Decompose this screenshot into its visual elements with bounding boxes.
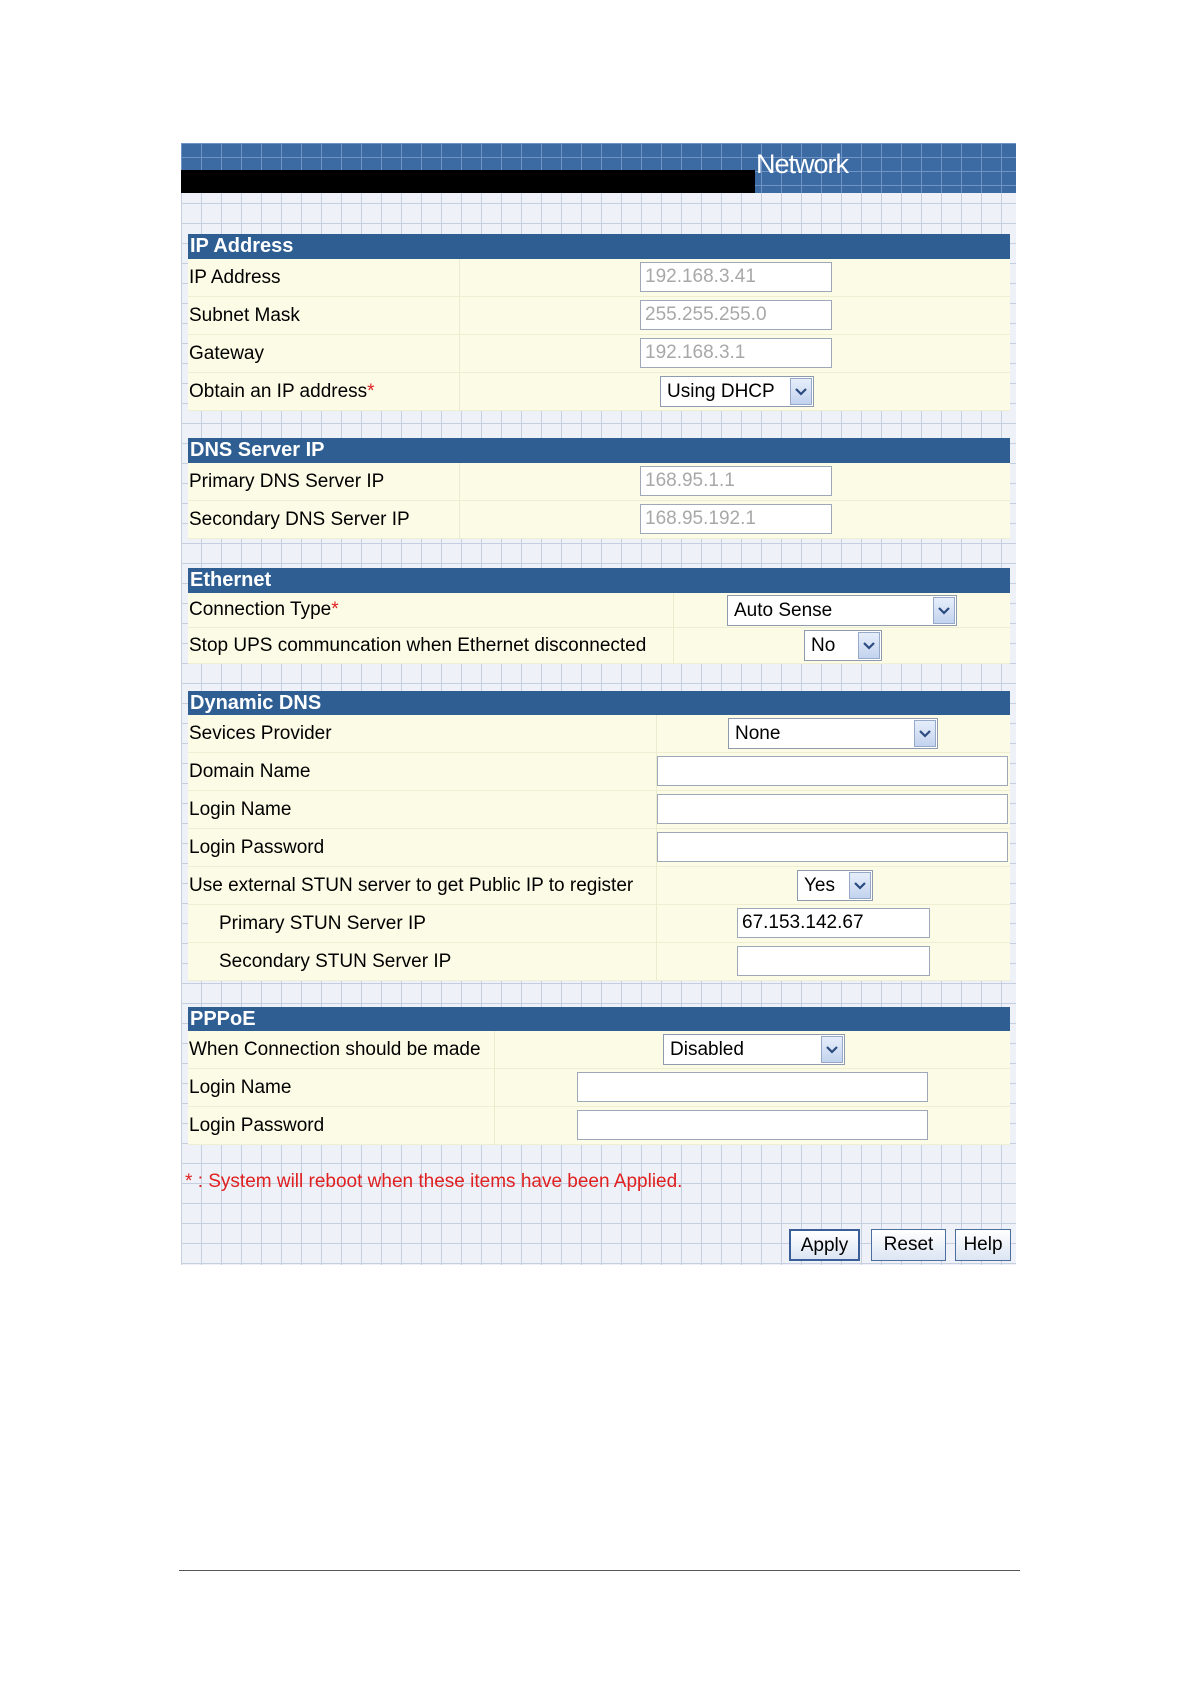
row-stop-ups xyxy=(188,628,1010,664)
connection-type-selected-value: Auto Sense xyxy=(734,600,833,621)
row-divider xyxy=(656,715,657,753)
row-secondary-stun xyxy=(188,943,1010,981)
section-title-dns: DNS Server IP xyxy=(188,438,1010,463)
page-header xyxy=(181,143,1016,193)
ddns-login-password-input[interactable] xyxy=(657,832,1008,862)
reboot-note xyxy=(185,1171,682,1193)
note-text: : System will reboot when these items have been Applied. xyxy=(197,1171,683,1192)
row-primary-dns xyxy=(188,463,1010,501)
row-divider xyxy=(673,593,674,628)
section-dynamic-dns xyxy=(188,691,1010,981)
obtain-ip-label: Obtain an IP address* xyxy=(189,381,375,402)
primary-dns-input[interactable]: 168.95.1.1 xyxy=(640,466,832,496)
network-settings-panel xyxy=(181,143,1016,1265)
row-divider xyxy=(459,259,460,297)
row-divider xyxy=(656,943,657,981)
chevron-down-icon[interactable] xyxy=(858,632,880,659)
row-divider xyxy=(494,1031,495,1069)
section-ethernet xyxy=(188,568,1010,664)
row-divider xyxy=(494,1069,495,1107)
row-divider xyxy=(656,905,657,943)
row-subnet-mask xyxy=(188,297,1010,335)
chevron-down-icon[interactable] xyxy=(933,597,955,624)
apply-button[interactable]: Apply xyxy=(789,1229,860,1261)
chevron-down-icon[interactable] xyxy=(849,872,871,899)
obtain-ip-selected-value: Using DHCP xyxy=(667,381,775,402)
ddns-login-name-input[interactable] xyxy=(657,794,1008,824)
subnet-mask-label: Subnet Mask xyxy=(189,305,300,326)
row-divider xyxy=(459,297,460,335)
row-divider xyxy=(459,373,460,411)
ip-address-label: IP Address xyxy=(189,267,281,288)
row-secondary-dns xyxy=(188,501,1010,539)
section-title-ip-address: IP Address xyxy=(188,234,1010,259)
connection-type-select[interactable] xyxy=(727,595,957,626)
row-obtain-ip xyxy=(188,373,1010,411)
row-gateway xyxy=(188,335,1010,373)
row-connection-type xyxy=(188,593,1010,628)
row-divider xyxy=(459,463,460,501)
ddns-login-name-label: Login Name xyxy=(189,799,292,820)
section-title-ethernet: Ethernet xyxy=(188,568,1010,593)
row-divider xyxy=(656,867,657,905)
chevron-down-icon[interactable] xyxy=(914,720,936,747)
chevron-down-icon[interactable] xyxy=(821,1036,843,1063)
services-provider-select[interactable] xyxy=(728,718,938,749)
ddns-login-password-label: Login Password xyxy=(189,837,325,858)
primary-stun-input[interactable]: 67.153.142.67 xyxy=(737,908,930,938)
row-pppoe-login-name xyxy=(188,1069,1010,1107)
connection-type-label: Connection Type* xyxy=(189,599,339,620)
row-use-stun xyxy=(188,867,1010,905)
use-stun-label: Use external STUN server to get Public IP to register xyxy=(189,875,634,896)
domain-name-input[interactable] xyxy=(657,756,1008,786)
row-primary-stun xyxy=(188,905,1010,943)
row-divider xyxy=(459,335,460,373)
pppoe-login-password-label: Login Password xyxy=(189,1115,325,1136)
obtain-ip-select[interactable] xyxy=(660,376,814,407)
row-ddns-login-name xyxy=(188,791,1010,829)
when-connection-selected-value: Disabled xyxy=(670,1039,744,1060)
note-marker: * xyxy=(185,1171,193,1192)
help-button[interactable]: Help xyxy=(955,1229,1011,1261)
row-services-provider xyxy=(188,715,1010,753)
row-divider xyxy=(494,1107,495,1145)
use-stun-selected-value: Yes xyxy=(804,875,835,896)
use-stun-select[interactable] xyxy=(797,870,873,901)
section-dns-server xyxy=(188,438,1010,539)
when-connection-label: When Connection should be made xyxy=(189,1039,481,1060)
page-footer-rule xyxy=(179,1570,1020,1571)
secondary-stun-input[interactable] xyxy=(737,946,930,976)
pppoe-login-name-input[interactable] xyxy=(577,1072,928,1102)
stop-ups-select[interactable] xyxy=(804,630,882,661)
row-ddns-login-password xyxy=(188,829,1010,867)
services-provider-selected-value: None xyxy=(735,723,781,744)
required-marker: * xyxy=(367,381,375,402)
chevron-down-icon[interactable] xyxy=(790,378,812,405)
secondary-stun-label: Secondary STUN Server IP xyxy=(219,951,452,972)
gateway-input[interactable]: 192.168.3.1 xyxy=(640,338,832,368)
row-divider xyxy=(673,628,674,664)
section-ip-address xyxy=(188,234,1010,411)
reset-button[interactable]: Reset xyxy=(871,1229,946,1261)
row-domain-name xyxy=(188,753,1010,791)
header-black-band xyxy=(181,170,755,193)
domain-name-label: Domain Name xyxy=(189,761,311,782)
primary-stun-label: Primary STUN Server IP xyxy=(219,913,426,934)
services-provider-label: Sevices Provider xyxy=(189,723,332,744)
secondary-dns-label: Secondary DNS Server IP xyxy=(189,509,410,530)
when-connection-select[interactable] xyxy=(663,1034,845,1065)
subnet-mask-input[interactable]: 255.255.255.0 xyxy=(640,300,832,330)
page-title: Network xyxy=(756,149,849,179)
row-pppoe-login-password xyxy=(188,1107,1010,1145)
ip-address-input[interactable]: 192.168.3.41 xyxy=(640,262,832,292)
secondary-dns-input[interactable]: 168.95.192.1 xyxy=(640,504,832,534)
pppoe-login-name-label: Login Name xyxy=(189,1077,292,1098)
stop-ups-label: Stop UPS communcation when Ethernet disconnected xyxy=(189,635,647,656)
row-when-connection xyxy=(188,1031,1010,1069)
section-title-ddns: Dynamic DNS xyxy=(188,691,1010,715)
section-pppoe xyxy=(188,1007,1010,1145)
row-divider xyxy=(459,501,460,539)
section-title-pppoe: PPPoE xyxy=(188,1007,1010,1031)
required-marker: * xyxy=(331,599,339,620)
gateway-label: Gateway xyxy=(189,343,264,364)
stop-ups-selected-value: No xyxy=(811,635,836,656)
pppoe-login-password-input[interactable] xyxy=(577,1110,928,1140)
primary-dns-label: Primary DNS Server IP xyxy=(189,471,385,492)
row-ip-address xyxy=(188,259,1010,297)
